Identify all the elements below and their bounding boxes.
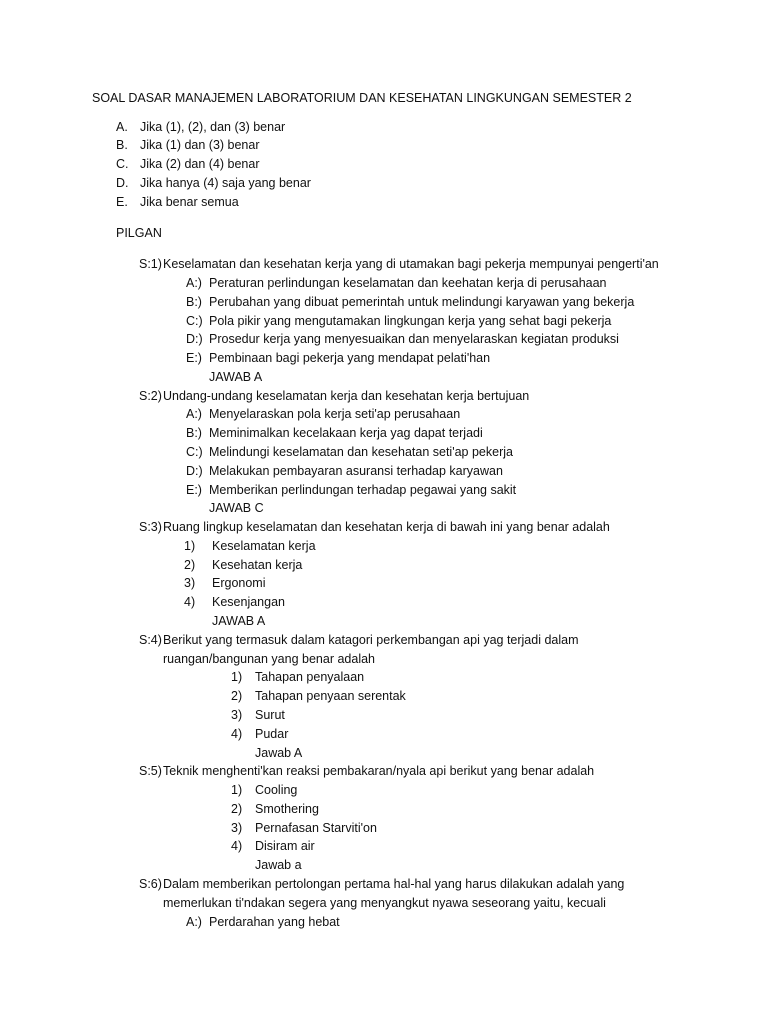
legend-text: Jika benar semua — [140, 195, 239, 209]
option-key: 3) — [184, 576, 196, 590]
answer-key: Jawab A — [255, 746, 303, 760]
option-key: 3) — [231, 708, 243, 722]
option-key: 1) — [231, 670, 243, 684]
option-key: 3) — [231, 821, 243, 835]
option-text: Disiram air — [255, 839, 315, 853]
option-text: Kesenjangan — [212, 595, 285, 609]
option-key: 1) — [231, 783, 243, 797]
option-text: Kesehatan kerja — [212, 558, 303, 572]
question-number: S:2) — [139, 389, 162, 403]
question-number: S:1) — [139, 257, 162, 271]
option-key: 4) — [231, 727, 243, 741]
answer-key: JAWAB A — [212, 614, 266, 628]
option-key: E:) — [186, 483, 202, 497]
option-key: A:) — [186, 276, 202, 290]
option-text: Melakukan pembayaran asuransi terhadap karyawan — [209, 464, 503, 478]
option-key: C:) — [186, 314, 203, 328]
option-key: A:) — [186, 915, 202, 929]
question-text: memerlukan ti'ndakan segera yang menyangkut nyawa seseorang yaitu, kecuali — [163, 896, 606, 910]
option-key: 4) — [184, 595, 196, 609]
option-text: Cooling — [255, 783, 298, 797]
question-text: Dalam memberikan pertolongan pertama hal-hal yang harus dilakukan adalah yang — [163, 877, 625, 891]
legend-key: C. — [116, 157, 129, 171]
question-text: ruangan/bangunan yang benar adalah — [163, 652, 375, 666]
option-key: D:) — [186, 464, 203, 478]
answer-key: JAWAB C — [209, 501, 264, 515]
option-text: Keselamatan kerja — [212, 539, 316, 553]
option-key: 4) — [231, 839, 243, 853]
legend-key: B. — [116, 138, 128, 152]
answer-key: Jawab a — [255, 858, 302, 872]
answer-key: JAWAB A — [209, 370, 263, 384]
question-text: Teknik menghenti'kan reaksi pembakaran/nyala api berikut yang benar adalah — [163, 764, 595, 778]
legend-key: A. — [116, 120, 128, 134]
option-text: Surut — [255, 708, 285, 722]
option-key: B:) — [186, 295, 202, 309]
question-number: S:5) — [139, 764, 162, 778]
question-text: Keselamatan dan kesehatan kerja yang di utamakan bagi pekerja mempunyai pengerti'an — [163, 257, 659, 271]
question-number: S:6) — [139, 877, 162, 891]
option-key: 2) — [231, 689, 243, 703]
legend-key: D. — [116, 176, 129, 190]
question-text: Berikut yang termasuk dalam katagori perkembangan api yag terjadi dalam — [163, 633, 579, 647]
option-text: Perdarahan yang hebat — [209, 915, 340, 929]
question-text: Undang-undang keselamatan kerja dan kesehatan kerja bertujuan — [163, 389, 530, 403]
option-text: Memberikan perlindungan terhadap pegawai yang sakit — [209, 483, 517, 497]
option-text: Pudar — [255, 727, 289, 741]
option-key: C:) — [186, 445, 203, 459]
option-key: 2) — [184, 558, 196, 572]
legend-text: Jika (1) dan (3) benar — [140, 138, 260, 152]
section-heading: PILGAN — [116, 226, 162, 240]
option-text: Melindungi keselamatan dan kesehatan seti'ap pekerja — [209, 445, 513, 459]
option-text: Tahapan penyaan serentak — [255, 689, 406, 703]
document-title: SOAL DASAR MANAJEMEN LABORATORIUM DAN KESEHATAN LINGKUNGAN SEMESTER 2 — [92, 91, 632, 105]
option-key: 2) — [231, 802, 243, 816]
legend-text: Jika (1), (2), dan (3) benar — [140, 120, 286, 134]
option-text: Menyelaraskan pola kerja seti'ap perusahaan — [209, 407, 461, 421]
option-text: Pernafasan Starviti'on — [255, 821, 377, 835]
question-number: S:3) — [139, 520, 162, 534]
option-key: B:) — [186, 426, 202, 440]
legend-key: E. — [116, 195, 128, 209]
option-text: Peraturan perlindungan keselamatan dan keehatan kerja di perusahaan — [209, 276, 607, 290]
question-text: Ruang lingkup keselamatan dan kesehatan kerja di bawah ini yang benar adalah — [163, 520, 610, 534]
question-number: S:4) — [139, 633, 162, 647]
option-key: E:) — [186, 351, 202, 365]
option-text: Meminimalkan kecelakaan kerja yag dapat terjadi — [209, 426, 483, 440]
option-text: Smothering — [255, 802, 319, 816]
option-text: Ergonomi — [212, 576, 266, 590]
option-key: D:) — [186, 332, 203, 346]
option-text: Pola pikir yang mengutamakan lingkungan kerja yang sehat bagi pekerja — [209, 314, 612, 328]
legend-text: Jika (2) dan (4) benar — [140, 157, 260, 171]
legend-text: Jika hanya (4) saja yang benar — [140, 176, 311, 190]
option-text: Tahapan penyalaan — [255, 670, 365, 684]
option-key: A:) — [186, 407, 202, 421]
option-text: Perubahan yang dibuat pemerintah untuk melindungi karyawan yang bekerja — [209, 295, 635, 309]
option-text: Pembinaan bagi pekerja yang mendapat pelati'han — [209, 351, 491, 365]
option-key: 1) — [184, 539, 196, 553]
option-text: Prosedur kerja yang menyesuaikan dan menyelaraskan kegiatan produksi — [209, 332, 619, 346]
